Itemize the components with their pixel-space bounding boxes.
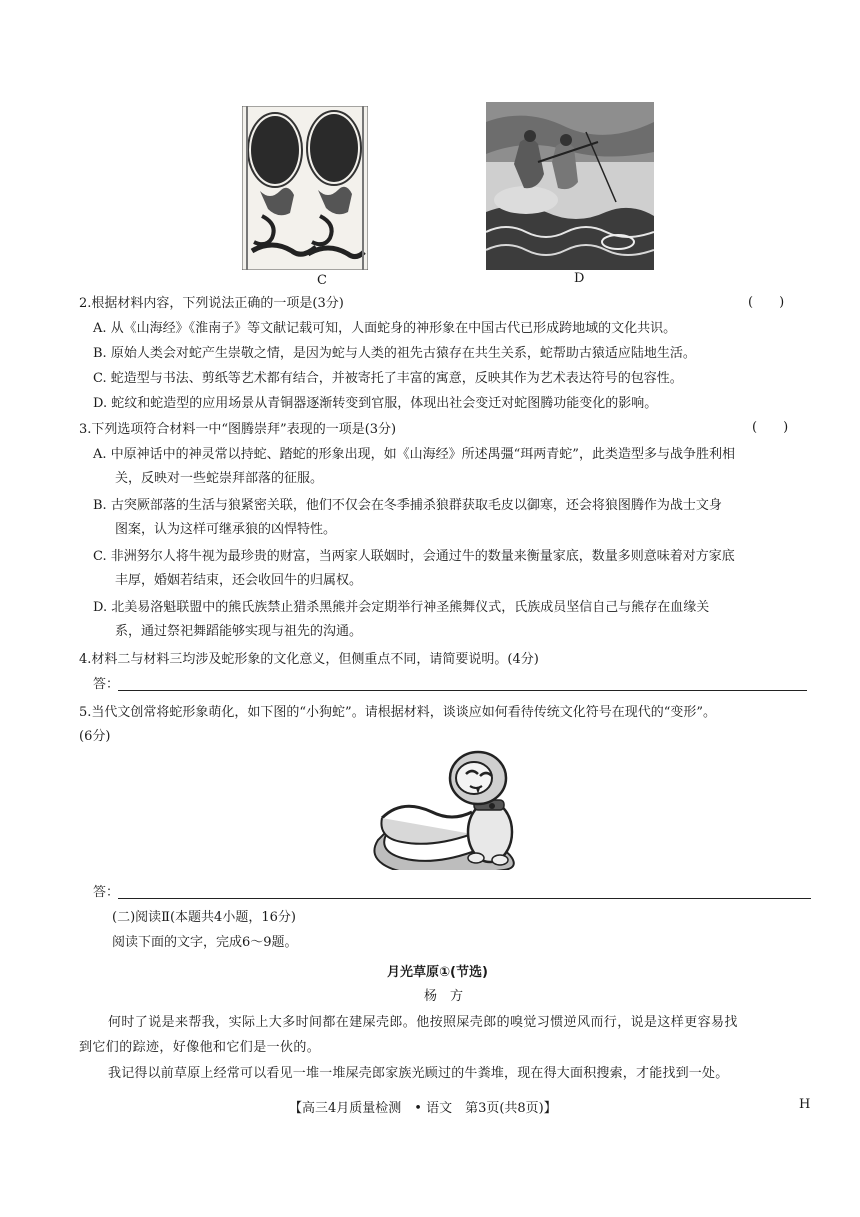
q4-answer-line[interactable] <box>118 690 807 691</box>
passage-para2-line1: 我记得以前草原上经常可以看见一堆一堆屎壳郎家族光顾过的牛粪堆，现在得大面积搜索，才能找到一处。 <box>108 1066 729 1081</box>
passage-para1-line2: 到它们的踪迹，好像他和它们是一伙的。 <box>79 1040 321 1055</box>
q5-score: (6分) <box>79 729 111 744</box>
q2-option-b: B. 原始人类会对蛇产生崇敬之情，是因为蛇与人类的祖先古猿存在共生关系，蛇帮助古猿适应陆地生活。 <box>93 346 696 361</box>
q4-answer-label: 答： <box>93 677 120 692</box>
cartoon-snake-icon <box>372 748 532 870</box>
figure-d-image <box>486 102 654 270</box>
q5-answer-label: 答： <box>93 885 120 900</box>
q2-option-a: A. 从《山海经》《淮南子》等文献记载可知，人面蛇身的神形象在中国古代已形成跨地域的文化共识。 <box>93 321 677 336</box>
q3-option-c-line1: C. 非洲努尔人将牛视为最珍贵的财富，当两家人联姻时，会通过牛的数量来衡量家底，数量多则意味着对方家底 <box>93 549 735 564</box>
passage-title: 月光草原①(节选) <box>387 965 488 980</box>
q2-option-d: D. 蛇纹和蛇造型的应用场景从青铜器逐渐转变到官服，体现出社会变迁对蛇图腾功能变化的影响。 <box>93 396 658 411</box>
q3-option-d-line2: 系，通过祭祀舞蹈能够实现与祖先的沟通。 <box>115 624 363 639</box>
q5-answer-line[interactable] <box>118 898 811 899</box>
q2-answer-paren[interactable]: ( ) <box>748 295 785 310</box>
section2-instruction: 阅读下面的文字，完成6～9题。 <box>112 935 298 950</box>
figure-c-rubbing <box>242 106 368 270</box>
q3-option-b-line2: 图案，认为这样可继承狼的凶悍特性。 <box>115 522 337 537</box>
q2-option-c: C. 蛇造型与书法、剪纸等艺术都有结合，并被寄托了丰富的寓意，反映其作为艺术表达符号的包容性。 <box>93 371 683 386</box>
paper-version-code: H <box>799 1097 811 1112</box>
q3-option-a-line2: 关，反映对一些蛇崇拜部落的征服。 <box>115 471 324 486</box>
figure-c-image <box>242 106 368 270</box>
figure-d-painting <box>486 102 654 270</box>
passage-author: 杨 方 <box>424 989 464 1004</box>
figure-d-caption: D <box>574 271 585 286</box>
page-footer: 【高三4月质量检测 • 语文 第3页(共8页)】 <box>289 1101 557 1116</box>
q5-stem: 5.当代文创常将蛇形象萌化，如下图的“小狗蛇”。请根据材料，谈谈应如何看待传统文化符号在现代的“变形”。 <box>79 705 716 720</box>
figure-c-caption: C <box>317 273 327 288</box>
q3-option-a-line1: A. 中原神话中的神灵常以持蛇、踏蛇的形象出现，如《山海经》所述禺彊“珥两青蛇”，此类造型多与战争胜利相 <box>93 447 735 462</box>
q3-option-b-line1: B. 古突厥部落的生活与狼紧密关联，他们不仅会在冬季捕杀狼群获取毛皮以御寒，还会将狼图腾作为战士文身 <box>93 498 722 513</box>
q3-option-d-line1: D. 北美易洛魁联盟中的熊氏族禁止猎杀黑熊并会定期举行神圣熊舞仪式，氏族成员坚信自己与熊存在血缘关 <box>93 600 710 615</box>
section2-heading: (二)阅读Ⅱ(本题共4小题，16分) <box>112 910 296 925</box>
q3-option-c-line2: 丰厚，婚姻若结束，还会收回牛的归属权。 <box>115 573 363 588</box>
q3-answer-paren[interactable]: ( ) <box>752 420 789 435</box>
passage-para1-line1: 何时了说是来帮我，实际上大多时间都在建屎壳郎。他按照屎壳郎的嗅觉习惯逆风而行，说是这样更容易找 <box>108 1015 738 1030</box>
snake-dog-illustration <box>372 748 532 870</box>
q4-stem: 4.材料二与材料三均涉及蛇形象的文化意义，但侧重点不同，请简要说明。(4分) <box>79 652 539 667</box>
q3-stem: 3.下列选项符合材料一中“图腾崇拜”表现的一项是(3分) <box>79 422 397 437</box>
q2-stem: 2.根据材料内容，下列说法正确的一项是(3分) <box>79 296 344 311</box>
